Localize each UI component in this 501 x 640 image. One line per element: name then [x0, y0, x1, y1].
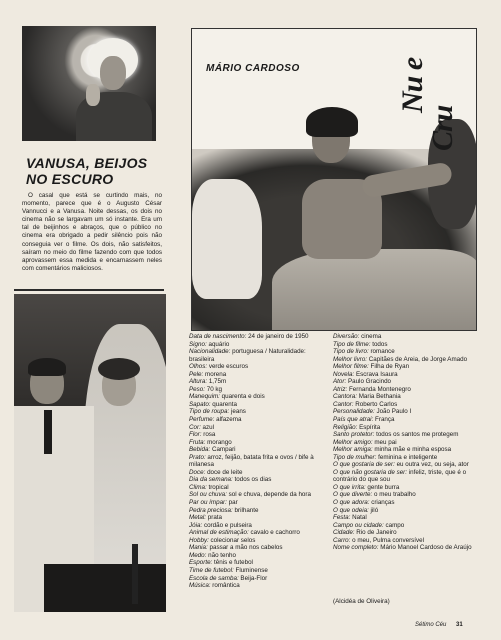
fact-key: Perfume: — [189, 416, 215, 424]
fact-value: Maria Bethania — [356, 393, 401, 401]
groom-hair — [28, 358, 66, 376]
headline-line-1: VANUSA, BEIJOS — [26, 155, 148, 171]
fact-key: Pele: — [189, 370, 204, 378]
vanusa-article-body: O casal que está se curtindo mais, no momento, parece que é o Augusto César Vannucci e a Vanusa. Noite dessas, os dois no cinema não se largavam um só instante. Era um tal de beijinhos e abraços, que o público no cinema era obrigado a pedir silêncio pois não conseguia ver o filme. Os dois, não satisfeitos, saíram no meio do filme fazendo com que todos aprovassem essa medida e encarnassem neles com comentários maliciosos. — [22, 192, 162, 272]
fact-value: Paulo Gracindo — [346, 378, 392, 386]
fact-key: Escola de samba: — [189, 574, 239, 582]
fact-value: quarenta e dois — [219, 393, 265, 401]
fact-value: Fernanda Montenegro — [347, 385, 411, 393]
author-credit: (Alcidéa de Oliveira) — [333, 598, 390, 605]
fact-entry — [189, 439, 329, 447]
groom-tie — [44, 410, 52, 454]
nu-e-cru-stamp — [392, 51, 459, 153]
fact-key: Pedra preciosa: — [189, 506, 233, 514]
fact-key: Altura: — [189, 378, 208, 386]
fact-key: Santo protetor: — [333, 431, 375, 439]
mario-cardoso-photo — [191, 28, 477, 331]
fact-entry — [333, 408, 479, 416]
fact-key: Cantor: — [333, 400, 354, 408]
fact-key: Flor: — [189, 431, 202, 439]
fact-value: jiló — [368, 506, 379, 514]
fact-value: azul — [200, 423, 215, 431]
magazine-name: Sétimo Céu — [415, 622, 447, 628]
fact-value: verde escuros — [207, 363, 249, 371]
fact-entry — [189, 408, 329, 416]
fact-value: meu pai — [372, 438, 397, 446]
fact-entry — [333, 529, 479, 537]
fact-entry — [333, 484, 479, 492]
fact-entry — [189, 393, 329, 401]
fact-value: tênis e futebol — [212, 559, 253, 567]
fact-entry — [189, 378, 329, 386]
profile-byline: MÁRIO CARDOSO — [206, 63, 300, 74]
fact-key: Data de nascimento: — [189, 333, 247, 340]
fact-value: o meu trabalho — [372, 491, 416, 499]
fact-key: País que atrai: — [333, 416, 374, 424]
vanusa-photo — [22, 26, 156, 141]
fact-key: Bebida: — [189, 446, 211, 454]
fact-key: Jóia: — [189, 521, 203, 529]
fact-key: O que odeia: — [333, 506, 369, 514]
page-number: 31 — [456, 622, 463, 628]
fact-entry — [189, 484, 329, 492]
fact-entry — [333, 378, 479, 386]
fact-key: Peso: — [189, 385, 205, 393]
fact-entry — [333, 371, 479, 379]
fact-key: Tipo de roupa: — [189, 408, 230, 416]
fact-entry — [189, 559, 329, 567]
fact-key: Animal de estimação: — [189, 529, 249, 537]
fact-entry — [333, 416, 479, 424]
fact-value: doce de leite — [205, 468, 243, 476]
fact-entry — [189, 431, 329, 439]
fact-entry — [333, 446, 479, 454]
fact-entry — [189, 582, 329, 590]
fact-value: o meu, Pulma conversível — [350, 536, 425, 544]
fact-key: Personalidade: — [333, 408, 375, 416]
fact-value: romance — [368, 348, 395, 356]
fact-entry — [189, 469, 329, 477]
fact-key: Melhor amigo: — [333, 438, 373, 446]
fact-key: Metal: — [189, 514, 207, 522]
fact-key: Dia da semana: — [189, 476, 233, 484]
fact-value: aquário — [206, 340, 230, 348]
fact-value: arroz, feijão, batata frita e ovos / bife à milanesa — [189, 453, 314, 469]
fact-entry — [189, 537, 329, 545]
fact-value: tropical — [206, 483, 229, 491]
fact-value: Campari — [210, 446, 236, 454]
fact-value: Capitães de Areia, de Jorge Amado — [367, 355, 468, 363]
fact-value: cinema — [359, 333, 382, 340]
fact-entry — [333, 491, 479, 499]
fact-entry — [333, 537, 479, 545]
fact-entry — [333, 507, 479, 515]
fact-key: Diversão: — [333, 333, 360, 340]
facts-column-left — [189, 333, 329, 590]
fact-value: 70 kg — [204, 385, 223, 393]
fact-entry — [333, 499, 479, 507]
fact-entry — [189, 416, 329, 424]
fact-key: Par ou ímpar: — [189, 499, 227, 507]
stamp-word-1: Nu e — [396, 57, 429, 113]
fact-entry — [189, 454, 329, 469]
fact-entry — [333, 431, 479, 439]
fact-key: Manequim: — [189, 393, 220, 401]
fact-key: O que irrita: — [333, 483, 366, 491]
fact-key: Cor: — [189, 423, 201, 431]
fact-value: feminina e inteligente — [376, 453, 438, 461]
fact-value: não tenho — [206, 551, 236, 559]
fact-value: par — [226, 499, 238, 507]
fact-entry — [333, 341, 479, 349]
fact-value: romântica — [210, 582, 240, 590]
page-footer — [415, 622, 463, 628]
fact-value: Roberto Carlos — [353, 400, 398, 408]
bride-hair — [98, 358, 140, 380]
headline-line-2: NO ESCURO — [26, 171, 114, 187]
fact-key: Tipo de livro: — [333, 348, 369, 356]
fact-key: Fruta: — [189, 438, 206, 446]
fact-value: portuguesa / Naturalidade: brasileira — [189, 348, 306, 363]
fact-value: todos — [370, 340, 388, 348]
fact-key: Clima: — [189, 483, 207, 491]
fact-value: cordão e pulseira — [202, 521, 252, 529]
fact-value: alfazema — [214, 416, 242, 424]
fact-key: O que gostaria de ser: — [333, 461, 395, 469]
fact-entry — [189, 476, 329, 484]
fact-value: Espírita — [357, 423, 381, 431]
fact-key: Sol ou chuva: — [189, 491, 227, 499]
fact-entry — [333, 333, 479, 341]
fact-key: O que diverte: — [333, 491, 373, 499]
fact-entry — [189, 401, 329, 409]
fact-key: Novela: — [333, 370, 355, 378]
fact-entry — [333, 356, 479, 364]
fact-value: Beija-Flor — [238, 574, 268, 582]
fact-key: Signo: — [189, 340, 207, 348]
fact-key: Mania: — [189, 544, 208, 552]
fact-entry — [333, 469, 479, 484]
fact-key: Tipo de filme: — [333, 340, 371, 348]
fact-key: Melhor amiga: — [333, 446, 373, 454]
altar-cloth — [44, 564, 166, 612]
fact-key: Esporte: — [189, 559, 213, 567]
fact-value: Fluminense — [233, 566, 268, 574]
fact-value: sol e chuva, depende da hora — [226, 491, 311, 499]
fact-entry — [333, 454, 479, 462]
fact-key: Nacionalidade: — [189, 348, 231, 356]
fact-value: todos os dias — [232, 476, 272, 484]
fact-entry — [189, 514, 329, 522]
section-divider — [14, 289, 164, 291]
fact-value: Mário Manoel Cardoso de Araújo — [378, 544, 472, 552]
fact-entry — [333, 348, 479, 356]
fact-value: Filha de Ryan — [368, 363, 410, 371]
fact-key: Sapato: — [189, 400, 211, 408]
fact-value: jeans — [229, 408, 246, 416]
fact-key: Olhos: — [189, 363, 208, 371]
fact-entry — [189, 348, 329, 363]
fact-entry — [333, 514, 479, 522]
fact-entry — [333, 393, 479, 401]
fact-value: gente burra — [365, 483, 400, 491]
fact-entry — [333, 544, 479, 552]
vanusa-headline — [26, 155, 166, 187]
fact-value: morena — [203, 370, 227, 378]
fact-value: Rio de Janeiro — [354, 529, 397, 537]
fact-key: Música: — [189, 582, 211, 590]
fact-entry — [189, 371, 329, 379]
fact-key: O que não gostaria de ser: — [333, 468, 408, 476]
photo-figure-hand — [86, 84, 100, 106]
fact-key: Prato: — [189, 453, 206, 461]
fact-entry — [189, 567, 329, 575]
fact-entry — [333, 363, 479, 371]
fact-entry — [189, 544, 329, 552]
photo-man-hair — [306, 107, 358, 137]
fact-value: morango — [205, 438, 232, 446]
fact-value: 1,75m — [207, 378, 227, 386]
photo-jeans — [272, 249, 477, 331]
photo-figure-face — [100, 56, 126, 90]
fact-key: Ator: — [333, 378, 347, 386]
fact-entry — [189, 575, 329, 583]
fact-key: O que adora: — [333, 499, 370, 507]
fact-entry — [189, 424, 329, 432]
stamp-word-2: Cru — [426, 105, 459, 151]
fact-key: Campo ou cidade: — [333, 521, 384, 529]
fact-entry — [189, 499, 329, 507]
fact-key: Time de futebol: — [189, 566, 234, 574]
fact-value: passar a mão nos cabelos — [207, 544, 283, 552]
fact-key: Cidade: — [333, 529, 355, 537]
wedding-photo — [14, 294, 166, 612]
fact-value: eu outra vez, ou seja, ator — [394, 461, 469, 469]
fact-value: França — [373, 416, 395, 424]
fact-entry — [189, 507, 329, 515]
fact-entry — [189, 529, 329, 537]
fact-entry — [189, 386, 329, 394]
fact-value: infeliz, triste, que é o contrário do que sou — [333, 468, 467, 484]
fact-entry — [333, 439, 479, 447]
fact-entry — [189, 446, 329, 454]
fact-entry — [189, 341, 329, 349]
fact-value: campo — [383, 521, 405, 529]
fact-key: Melhor filme: — [333, 363, 369, 371]
fact-key: Festa: — [333, 514, 351, 522]
fact-value: João Paulo I — [374, 408, 412, 416]
fact-key: Carro: — [333, 536, 351, 544]
fact-entry — [189, 522, 329, 530]
fact-key: Atriz: — [333, 385, 348, 393]
facts-column-right — [333, 333, 479, 552]
fact-value: crianças — [369, 499, 395, 507]
fact-key: Hobby: — [189, 536, 209, 544]
fact-key: Religião: — [333, 423, 358, 431]
fact-value: brilhante — [232, 506, 259, 514]
fact-key: Melhor livro: — [333, 355, 368, 363]
fact-key: Medo: — [189, 551, 207, 559]
fact-entry — [333, 401, 479, 409]
fact-entry — [189, 363, 329, 371]
fact-key: Nome completo: — [333, 544, 379, 552]
fact-entry — [333, 424, 479, 432]
fact-key: Cantora: — [333, 393, 357, 401]
fact-entry — [189, 333, 329, 341]
fact-value: prata — [206, 514, 223, 522]
fact-entry — [333, 461, 479, 469]
fact-key: Doce: — [189, 468, 206, 476]
fact-entry — [189, 552, 329, 560]
fact-value: Natal — [350, 514, 367, 522]
fact-entry — [189, 491, 329, 499]
fact-value: rosa — [201, 431, 216, 439]
fact-value: todos os santos me protegem — [374, 431, 459, 439]
fact-key: Tipo de mulher: — [333, 453, 377, 461]
fact-value: minha mãe e minha esposa — [372, 446, 452, 454]
fact-value: Escrava Isaura — [354, 370, 398, 378]
fact-value: quarenta — [210, 400, 237, 408]
fact-value: cavalo e cachorro — [248, 529, 300, 537]
candle-stand — [132, 544, 138, 604]
fact-entry — [333, 522, 479, 530]
fact-entry — [333, 386, 479, 394]
photo-pillow-left — [192, 179, 262, 299]
fact-value: colecionar selos — [208, 536, 256, 544]
fact-value: 24 de janeiro de 1950 — [246, 333, 309, 340]
